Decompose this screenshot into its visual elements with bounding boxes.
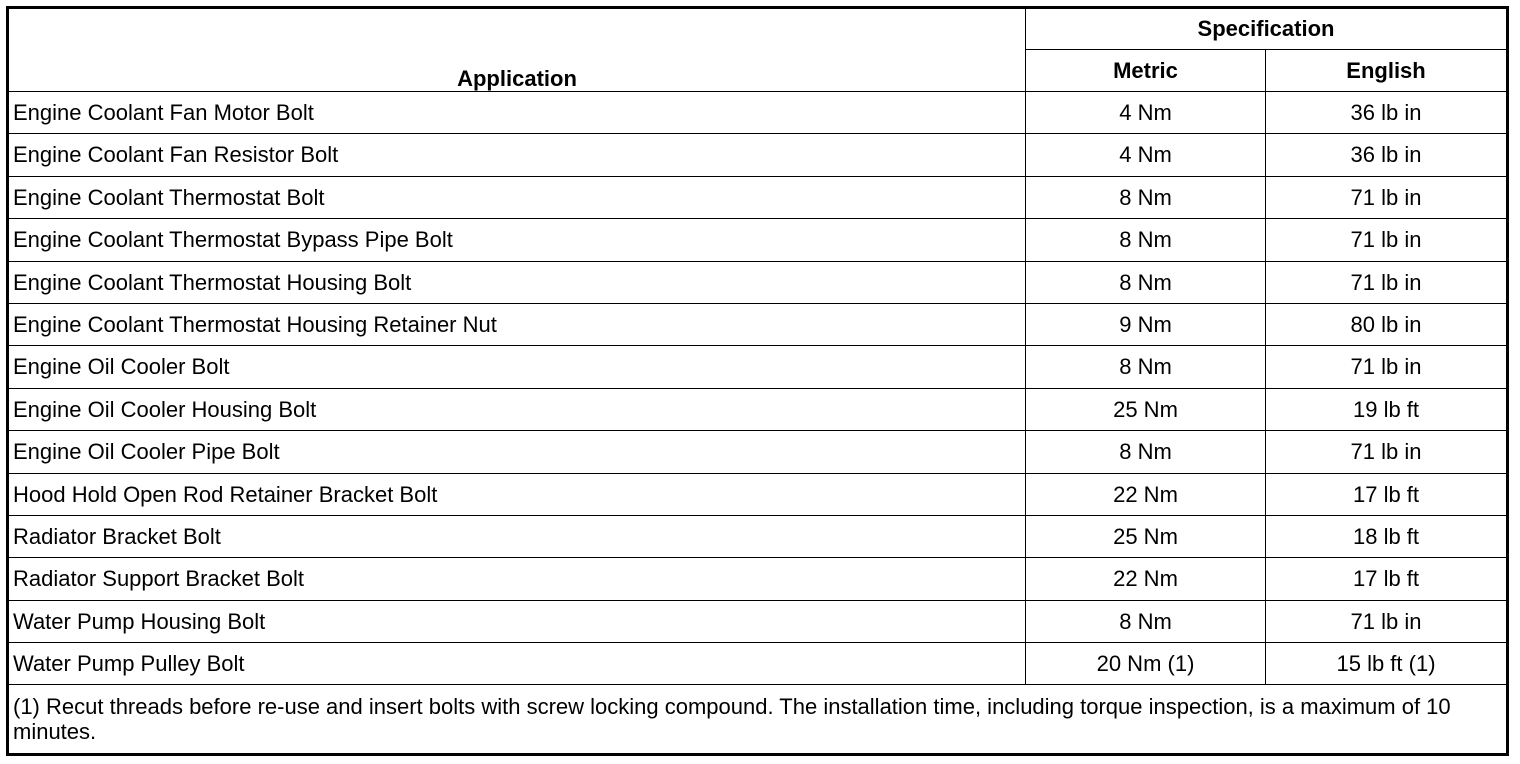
torque-spec-table: [6, 6, 1509, 756]
footnote-text: (1) Recut threads before re-use and insert bolts with screw locking compound. The installation time, including torque inspection, is a maximum of 10 minutes.: [8, 685, 1508, 755]
application-cell: Engine Coolant Thermostat Housing Bolt: [8, 261, 1026, 303]
english-cell: 36 lb in: [1266, 134, 1508, 176]
english-header: English: [1266, 50, 1508, 92]
table-row: [8, 346, 1508, 388]
metric-header: Metric: [1026, 50, 1266, 92]
english-cell: 71 lb in: [1266, 261, 1508, 303]
table-row: [8, 92, 1508, 134]
english-cell: 17 lb ft: [1266, 558, 1508, 600]
english-cell: 15 lb ft (1): [1266, 643, 1508, 685]
spec-rows: [8, 92, 1508, 755]
application-cell: Engine Oil Cooler Housing Bolt: [8, 388, 1026, 430]
english-cell: 18 lb ft: [1266, 515, 1508, 557]
metric-cell: 8 Nm: [1026, 219, 1266, 261]
application-cell: Engine Coolant Thermostat Bypass Pipe Bolt: [8, 219, 1026, 261]
metric-cell: 4 Nm: [1026, 92, 1266, 134]
table-row: [8, 600, 1508, 642]
application-cell: Engine Coolant Thermostat Housing Retainer Nut: [8, 303, 1026, 345]
header-row-top: [8, 8, 1508, 50]
table-row: [8, 134, 1508, 176]
application-cell: Engine Oil Cooler Pipe Bolt: [8, 431, 1026, 473]
table-row: [8, 558, 1508, 600]
table-row: [8, 303, 1508, 345]
english-cell: 17 lb ft: [1266, 473, 1508, 515]
table-row: [8, 388, 1508, 430]
metric-cell: 9 Nm: [1026, 303, 1266, 345]
english-cell: 19 lb ft: [1266, 388, 1508, 430]
table-row: [8, 515, 1508, 557]
application-cell: Engine Oil Cooler Bolt: [8, 346, 1026, 388]
application-cell: Water Pump Pulley Bolt: [8, 643, 1026, 685]
application-cell: Water Pump Housing Bolt: [8, 600, 1026, 642]
table-row: [8, 219, 1508, 261]
metric-cell: 25 Nm: [1026, 388, 1266, 430]
application-cell: Radiator Support Bracket Bolt: [8, 558, 1026, 600]
english-cell: 71 lb in: [1266, 219, 1508, 261]
english-cell: 71 lb in: [1266, 431, 1508, 473]
specification-header: Specification: [1026, 8, 1508, 50]
table-row: [8, 643, 1508, 685]
table-row: [8, 176, 1508, 218]
table-row: [8, 431, 1508, 473]
english-cell: 36 lb in: [1266, 92, 1508, 134]
metric-cell: 8 Nm: [1026, 346, 1266, 388]
metric-cell: 22 Nm: [1026, 473, 1266, 515]
english-cell: 71 lb in: [1266, 176, 1508, 218]
metric-cell: 8 Nm: [1026, 261, 1266, 303]
metric-cell: 22 Nm: [1026, 558, 1266, 600]
english-cell: 71 lb in: [1266, 346, 1508, 388]
metric-cell: 8 Nm: [1026, 600, 1266, 642]
english-cell: 71 lb in: [1266, 600, 1508, 642]
application-cell: Radiator Bracket Bolt: [8, 515, 1026, 557]
application-cell: Engine Coolant Fan Resistor Bolt: [8, 134, 1026, 176]
metric-cell: 8 Nm: [1026, 176, 1266, 218]
application-cell: Engine Coolant Fan Motor Bolt: [8, 92, 1026, 134]
metric-cell: 25 Nm: [1026, 515, 1266, 557]
footnote-row: [8, 685, 1508, 755]
application-cell: Engine Coolant Thermostat Bolt: [8, 176, 1026, 218]
metric-cell: 4 Nm: [1026, 134, 1266, 176]
application-header: Application: [8, 8, 1026, 92]
table-row: [8, 473, 1508, 515]
application-cell: Hood Hold Open Rod Retainer Bracket Bolt: [8, 473, 1026, 515]
table-row: [8, 261, 1508, 303]
metric-cell: 20 Nm (1): [1026, 643, 1266, 685]
metric-cell: 8 Nm: [1026, 431, 1266, 473]
english-cell: 80 lb in: [1266, 303, 1508, 345]
